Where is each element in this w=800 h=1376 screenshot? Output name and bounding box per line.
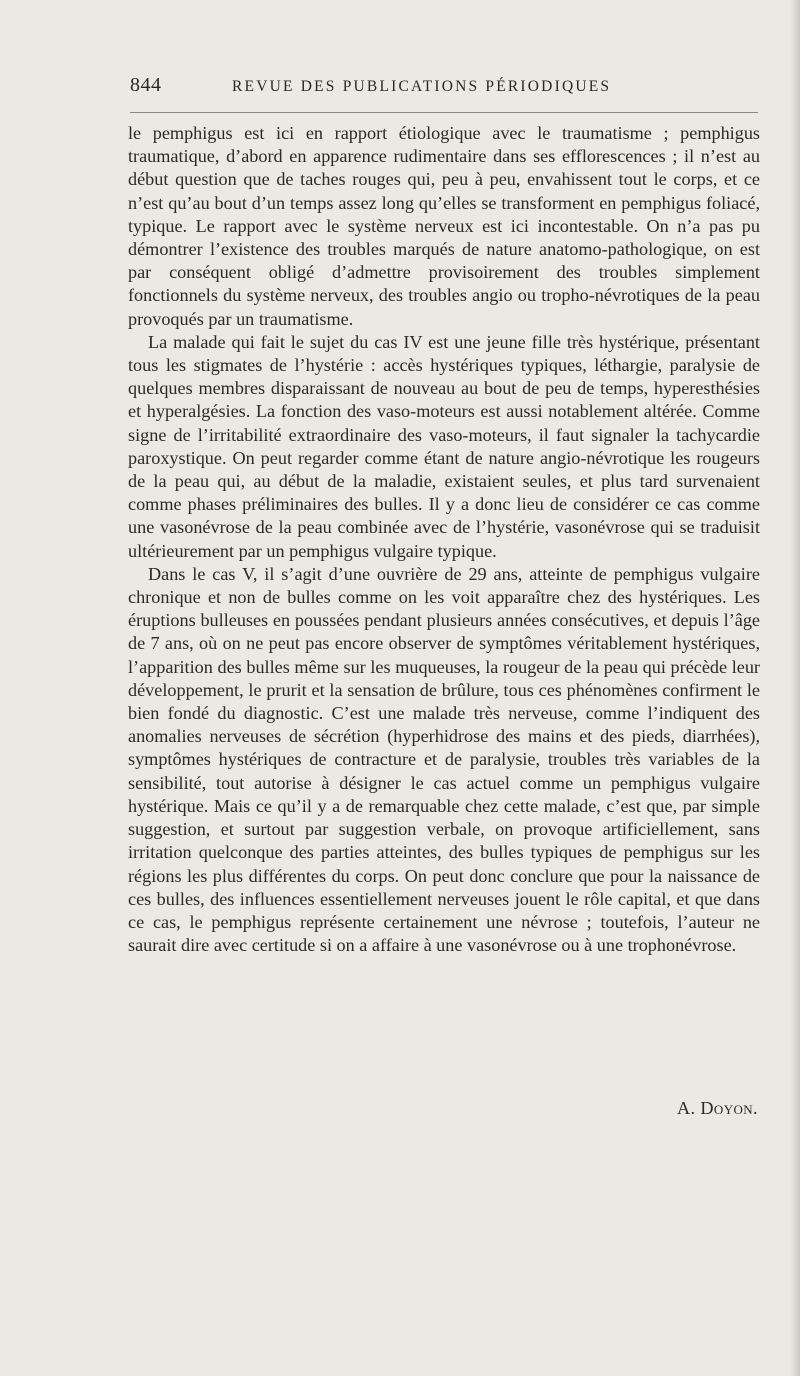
author-signature: A. Doyon. xyxy=(676,1098,758,1118)
running-title: REVUE DES PUBLICATIONS PÉRIODIQUES xyxy=(232,78,612,95)
page-header xyxy=(130,72,758,102)
paragraph-2: La malade qui fait le sujet du cas IV est une jeune fille très hystérique, présentant tous les stigmates de l’hystérie : accès hystériques typiques, léthargie, paralysie de quelques membres disparaissant de nouveau au bout de peu de temps, hyperesthésies et hyperalgésies. La fonction des vaso-moteurs est aussi notablement altérée. Comme signe de l’irritabilité extraordinaire des vaso-moteurs, il faut signaler la tachycardie paroxystique. On peut regarder comme étant de nature angio-névrotique les rougeurs de la peau qui, au début de la maladie, existaient seules, et plus tard survenaient comme phases préliminaires des bulles. Il y a donc lieu de considérer ce cas comme une vasonévrose de la peau combinée avec de l’hystérie, vasonévrose qui se traduisit ultérieurement par un pemphigus vulgaire typique. xyxy=(128,331,760,561)
header-rule xyxy=(130,112,758,113)
paragraph-1: le pemphigus est ici en rapport étiologique avec le traumatisme ; pemphigus traumatique, d’abord en apparence rudimentaire dans ses efflorescences ; il n’est au début question que de taches rouges qui, peu à peu, envahissent tout le corps, et ce n’est qu’au bout d’un temps assez long qu’elles se transforment en pemphigus foliacé, typique. Le rapport avec le système nerveux est ici incontestable. On n’a pas pu démontrer l’existence des troubles marqués de nature anatomo-pathologique, on est par conséquent obligé d’admettre provisoirement des troubles simplement fonctionnels du système nerveux, des troubles angio ou tropho-névrotiques de la peau provoqués par un traumatisme. xyxy=(128,123,760,329)
paragraph-3: Dans le cas V, il s’agit d’une ouvrière de 29 ans, atteinte de pemphigus vulgaire chronique et non de bulles comme on les voit apparaître chez des hystériques. Les éruptions bulleuses en poussées pendant plusieurs années consécutives, et depuis l’âge de 7 ans, où on ne peut pas encore observer de symptômes véritablement hystériques, l’apparition des bulles même sur les muqueuses, la rougeur de la peau qui précède leur développement, le prurit et la sensation de brûlure, tous ces phénomènes confirment le bien fondé du diagnostic. C’est une malade très nerveuse, comme l’indiquent des anomalies nerveuses de sécrétion (hyperhidrose des mains et des pieds, diarrhées), symptômes hystériques de contracture et de paralysie, troubles très variables de la sensibilité, tout autorise à désigner le cas actuel comme un pemphigus vulgaire hystérique. Mais ce qu’il y a de remarquable chez cette malade, c’est que, par simple suggestion, et surtout par suggestion verbale, on provoque artificiellement, sans irritation quelconque des parties atteintes, des bulles typiques de pemphigus sur les régions les plus différentes du corps. On peut donc conclure que pour la naissance de ces bulles, des influences essentiellement nerveuses jouent le rôle capital, et que dans ce cas, le pemphigus représente certainement une névrose ; toutefois, l’auteur ne saurait dire avec certitude si on a affaire à une vasonévrose ou à une trophonévrose. xyxy=(128,563,760,956)
page-edge-shadow xyxy=(790,0,800,1376)
page-number: 844 xyxy=(130,74,162,96)
article-body xyxy=(128,122,760,957)
